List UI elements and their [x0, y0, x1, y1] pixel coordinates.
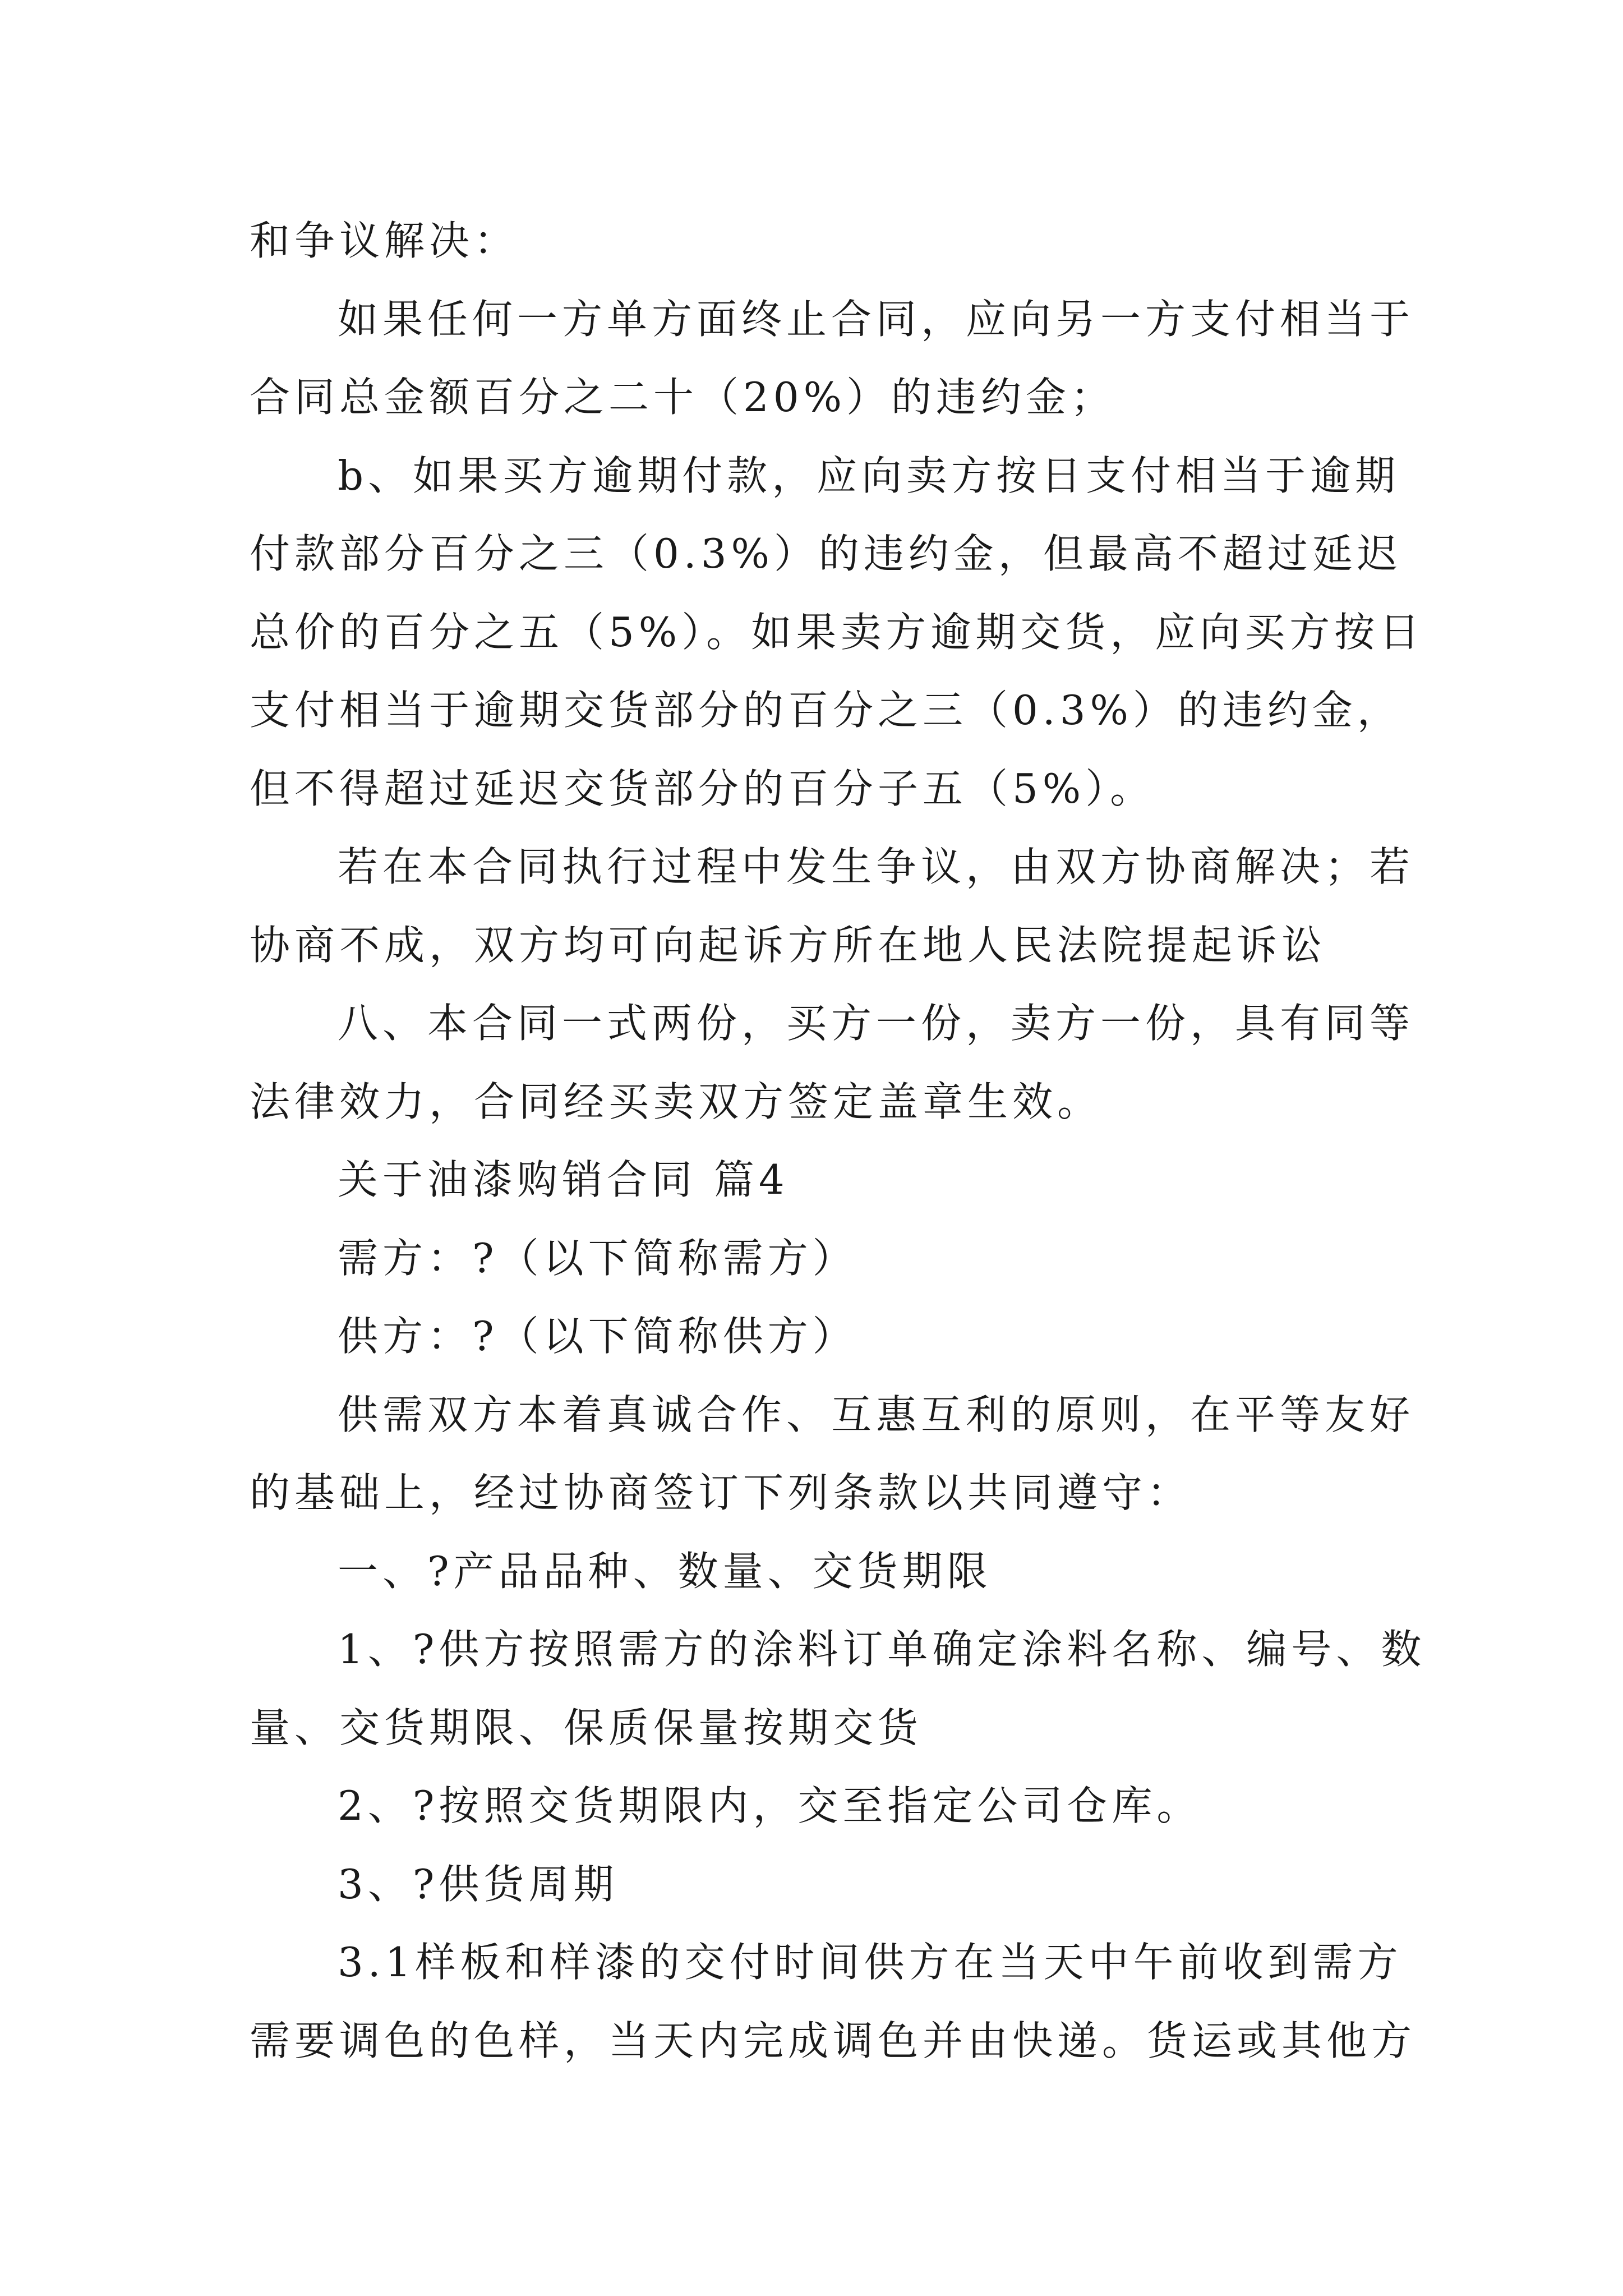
text-line: 合同总金额百分之二十（20%）的违约金； — [250, 374, 1116, 421]
text-line: 和争议解决： — [250, 217, 519, 264]
text-line: 供方：?（以下简称供方） — [338, 1313, 857, 1360]
text-line: 1、?供方按照需方的涂料订单确定涂料名称、编号、数 — [338, 1626, 1426, 1673]
text-line: 关于油漆购销合同 篇4 — [338, 1156, 789, 1203]
text-line: 总价的百分之五（5%）。如果卖方逾期交货，应向买方按日 — [250, 608, 1424, 656]
text-line: 量、交货期限、保质保量按期交货 — [250, 1704, 923, 1751]
text-line: 法律效力，合同经买卖双方签定盖章生效。 — [250, 1078, 1103, 1125]
text-line: 八、本合同一式两份，买方一份，卖方一份，具有同等 — [338, 1000, 1415, 1047]
text-line: 需方：?（以下简称需方） — [338, 1234, 857, 1282]
text-line: 3、?供货周期 — [338, 1860, 619, 1908]
text-line: b、如果买方逾期付款，应向卖方按日支付相当于逾期 — [338, 452, 1400, 499]
text-line: 如果任何一方单方面终止合同，应向另一方支付相当于 — [338, 295, 1415, 343]
text-line: 需要调色的色样，当天内完成调色并由快递。货运或其他方 — [250, 2017, 1417, 2064]
text-line: 付款部分百分之三（0.3%）的违约金，但最高不超过延迟 — [250, 530, 1402, 577]
text-line: 一、?产品品种、数量、交货期限 — [338, 1547, 992, 1595]
text-line: 若在本合同执行过程中发生争议，由双方协商解决；若 — [338, 843, 1415, 890]
text-line: 供需双方本着真诚合作、互惠互利的原则，在平等友好 — [338, 1391, 1415, 1438]
text-line: 协商不成，双方均可向起诉方所在地人民法院提起诉讼 — [250, 921, 1327, 969]
text-line: 但不得超过延迟交货部分的百分子五（5%）。 — [250, 765, 1155, 812]
text-line: 3.1样板和样漆的交付时间供方在当天中午前收到需方 — [338, 1939, 1403, 1986]
document-body — [250, 202, 1426, 2080]
text-line: 的基础上，经过协商签订下列条款以共同遵守： — [250, 1469, 1192, 1516]
text-line: 支付相当于逾期交货部分的百分之三（0.3%）的违约金， — [250, 687, 1402, 734]
text-line: 2、?按照交货期限内，交至指定公司仓库。 — [338, 1782, 1202, 1829]
